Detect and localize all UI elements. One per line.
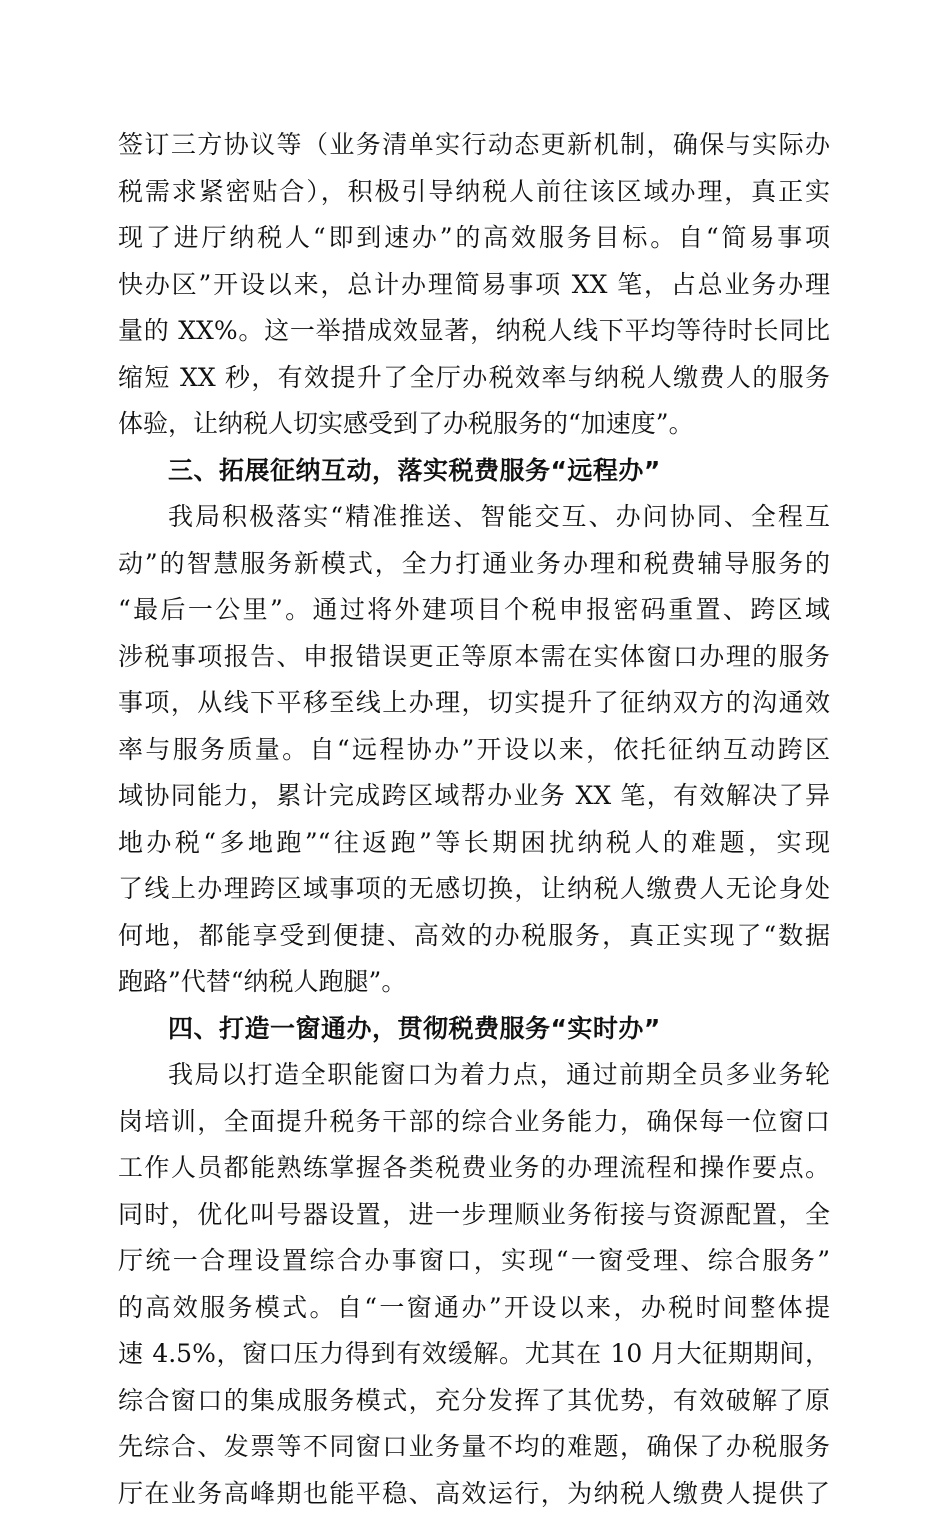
paragraph-2	[118, 494, 830, 1006]
text-line: 量的 XX%。这一举措成效显著，纳税人线下平均等待时长同比	[118, 308, 830, 355]
text-line: 动”的智慧服务新模式，全力打通业务办理和税费辅导服务的	[118, 541, 830, 588]
text-line: 缩短 XX 秒，有效提升了全厅办税效率与纳税人缴费人的服务	[118, 355, 830, 402]
text-line: “最后一公里”。通过将外建项目个税申报密码重置、跨区域	[118, 587, 830, 634]
text-line: 速 4.5%，窗口压力得到有效缓解。尤其在 10 月大征期期间，	[118, 1331, 830, 1378]
text-line: 先综合、发票等不同窗口业务量不均的难题，确保了办税服务	[118, 1424, 830, 1471]
text-line: 厅在业务高峰期也能平稳、高效运行，为纳税人缴费人提供了	[118, 1471, 830, 1517]
text-line: 的高效服务模式。自“一窗通办”开设以来，办税时间整体提	[118, 1285, 830, 1332]
text-line: 我局积极落实“精准推送、智能交互、办问协同、全程互	[118, 494, 830, 541]
text-line: 体验，让纳税人切实感受到了办税服务的“加速度”。	[118, 401, 830, 448]
paragraph-3	[118, 1052, 830, 1517]
text-line: 跑路”代替“纳税人跑腿”。	[118, 959, 830, 1006]
document-body	[118, 122, 830, 1517]
text-line: 综合窗口的集成服务模式，充分发挥了其优势，有效破解了原	[118, 1378, 830, 1425]
text-line: 了线上办理跨区域事项的无感切换，让纳税人缴费人无论身处	[118, 866, 830, 913]
text-line: 税需求紧密贴合），积极引导纳税人前往该区域办理，真正实	[118, 169, 830, 216]
text-line: 厅统一合理设置综合办事窗口，实现“一窗受理、综合服务”	[118, 1238, 830, 1285]
text-line: 快办区”开设以来，总计办理简易事项 XX 笔，占总业务办理	[118, 262, 830, 309]
section-heading-3: 三、拓展征纳互动，落实税费服务“远程办”	[118, 448, 830, 495]
text-line: 率与服务质量。自“远程协办”开设以来，依托征纳互动跨区	[118, 727, 830, 774]
text-line: 签订三方协议等（业务清单实行动态更新机制，确保与实际办	[118, 122, 830, 169]
text-line: 工作人员都能熟练掌握各类税费业务的办理流程和操作要点。	[118, 1145, 830, 1192]
text-line: 我局以打造全职能窗口为着力点，通过前期全员多业务轮	[118, 1052, 830, 1099]
text-line: 事项，从线下平移至线上办理，切实提升了征纳双方的沟通效	[118, 680, 830, 727]
text-line: 域协同能力，累计完成跨区域帮办业务 XX 笔，有效解决了异	[118, 773, 830, 820]
text-line: 何地，都能享受到便捷、高效的办税服务，真正实现了“数据	[118, 913, 830, 960]
text-line: 地办税“多地跑”“往返跑”等长期困扰纳税人的难题，实现	[118, 820, 830, 867]
text-line: 岗培训，全面提升税务干部的综合业务能力，确保每一位窗口	[118, 1099, 830, 1146]
section-heading-4: 四、打造一窗通办，贯彻税费服务“实时办”	[118, 1006, 830, 1053]
text-line: 涉税事项报告、申报错误更正等原本需在实体窗口办理的服务	[118, 634, 830, 681]
text-line: 同时，优化叫号器设置，进一步理顺业务衔接与资源配置，全	[118, 1192, 830, 1239]
paragraph-1	[118, 122, 830, 448]
text-line: 现了进厅纳税人“即到速办”的高效服务目标。自“简易事项	[118, 215, 830, 262]
